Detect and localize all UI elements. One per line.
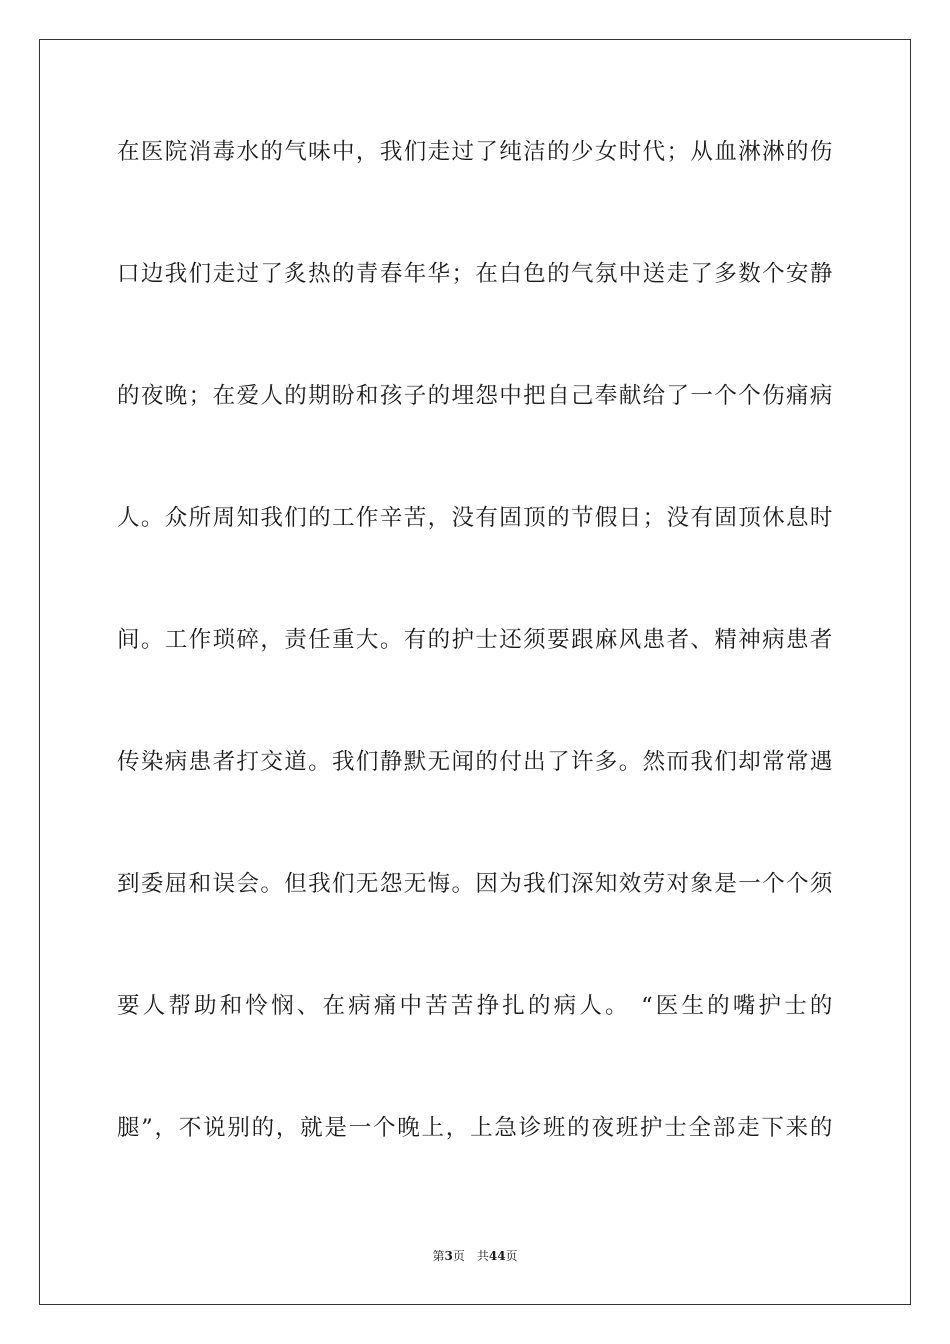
text-line-9: 腿”，不说别的，就是一个晚上，上急诊班的夜班护士全部走下来的 bbox=[117, 1115, 833, 1141]
body-text bbox=[117, 122, 833, 1220]
text-line-7: 到委屈和误会。但我们无怨无悔。因为我们深知效劳对象是一个个须 bbox=[117, 871, 833, 897]
text-line-2: 口边我们走过了炙热的青春年华；在白色的气氛中送走了多数个安静 bbox=[117, 261, 833, 287]
page-prefix: 第 bbox=[432, 1249, 445, 1263]
total-pages: 44 bbox=[488, 1249, 506, 1263]
page-suffix: 页 bbox=[452, 1249, 465, 1263]
text-line-6: 传染病患者打交道。我们静默无闻的付出了许多。然而我们却常常遇 bbox=[117, 749, 833, 775]
text-line-5: 间。工作琐碎，责任重大。有的护士还须要跟麻风患者、精神病患者 bbox=[117, 627, 833, 653]
total-prefix: 共 bbox=[476, 1249, 489, 1263]
text-line-8: 要人帮助和怜悯、在病痛中苦苦挣扎的病人。 “医生的嘴护士的 bbox=[117, 993, 833, 1019]
text-line-3: 的夜晚；在爱人的期盼和孩子的埋怨中把自己奉献给了一个个伤痛病 bbox=[117, 383, 833, 409]
text-line-4: 人。众所周知我们的工作辛苦，没有固顶的节假日；没有固顶休息时 bbox=[117, 505, 833, 531]
page-footer bbox=[0, 1248, 950, 1264]
text-line-1: 在医院消毒水的气味中，我们走过了纯洁的少女时代；从血淋淋的伤 bbox=[117, 139, 833, 165]
total-suffix: 页 bbox=[505, 1249, 518, 1263]
page-number: 3 bbox=[444, 1249, 453, 1263]
